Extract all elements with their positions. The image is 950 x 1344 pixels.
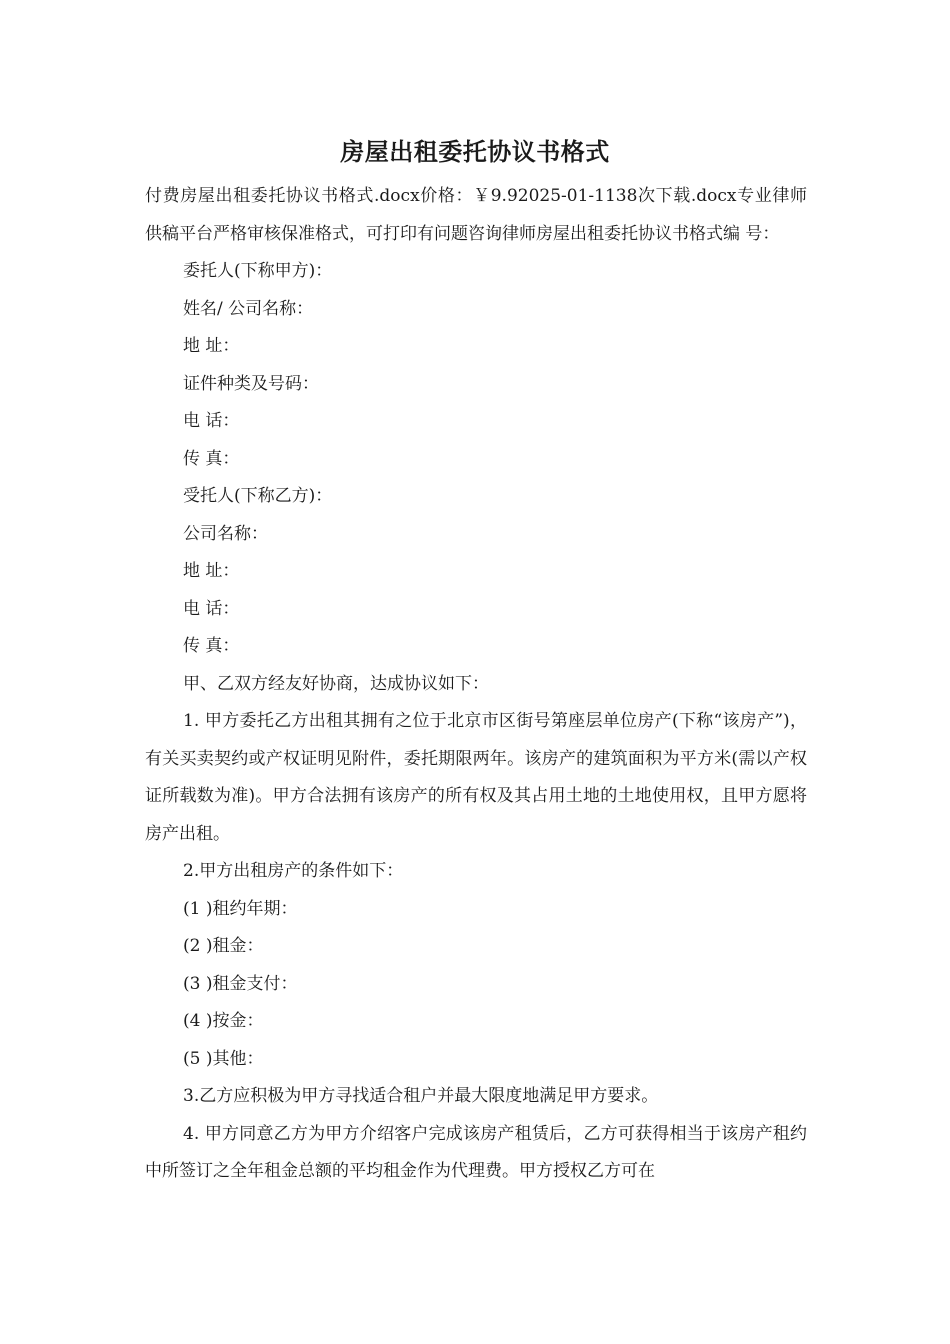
clause-2: 2.甲方出租房产的条件如下：	[183, 861, 404, 881]
party-a-id-field: 证件种类及号码：	[183, 373, 319, 394]
party-b-fax-field: 传 真：	[183, 636, 240, 656]
clause-2-item: (2 )租金：	[183, 936, 264, 956]
clause-2-item: (3 )租金支付：	[183, 973, 298, 994]
party-b-heading: 受托人(下称乙方)：	[183, 486, 333, 506]
party-b-address-field: 地 址：	[183, 561, 240, 581]
clause-2-item: (1 )租约年期：	[183, 898, 298, 919]
document-title: 房屋出租委托协议书格式	[340, 137, 610, 166]
intro-paragraph: 付费房屋出租委托协议书格式.docx价格：￥9.92025-01-1138次下载.docx专业律师供稿平台严格审核保准格式，可打印有问题咨询律师房屋出租委托协议书格式编 号：	[145, 186, 807, 244]
clause-2-item: (5 )其他：	[183, 1048, 264, 1069]
party-a-phone-field: 电 话：	[183, 411, 240, 431]
document-body	[145, 178, 807, 1191]
agreement-line: 甲、乙双方经友好协商，达成协议如下：	[183, 673, 489, 694]
party-a-heading: 委托人(下称甲方)：	[183, 261, 333, 281]
party-a-name-field: 姓名/ 公司名称：	[183, 298, 314, 319]
clause-1: 1. 甲方委托乙方出租其拥有之位于北京市区街号第座层单位房产(下称“该房产”)，有关买卖契约或产权证明见附件，委托期限两年。该房产的建筑面积为平方米(需以产权证所载数为准)。甲方合法拥有该房产的所有权及其占用土地的土地使用权，且甲方愿将房产出租。	[145, 711, 807, 844]
clause-4: 4. 甲方同意乙方为甲方介绍客户完成该房产租赁后，乙方可获得相当于该房产租约中所签订之全年租金总额的平均租金作为代理费。甲方授权乙方可在	[145, 1123, 807, 1181]
party-a-address-field: 地 址：	[183, 336, 240, 356]
clause-2-item: (4 )按金：	[183, 1011, 264, 1031]
party-a-fax-field: 传 真：	[183, 448, 240, 469]
clause-3: 3.乙方应积极为甲方寻找适合租户并最大限度地满足甲方要求。	[183, 1086, 659, 1106]
party-b-phone-field: 电 话：	[183, 598, 240, 619]
party-b-company-field: 公司名称：	[183, 523, 268, 544]
